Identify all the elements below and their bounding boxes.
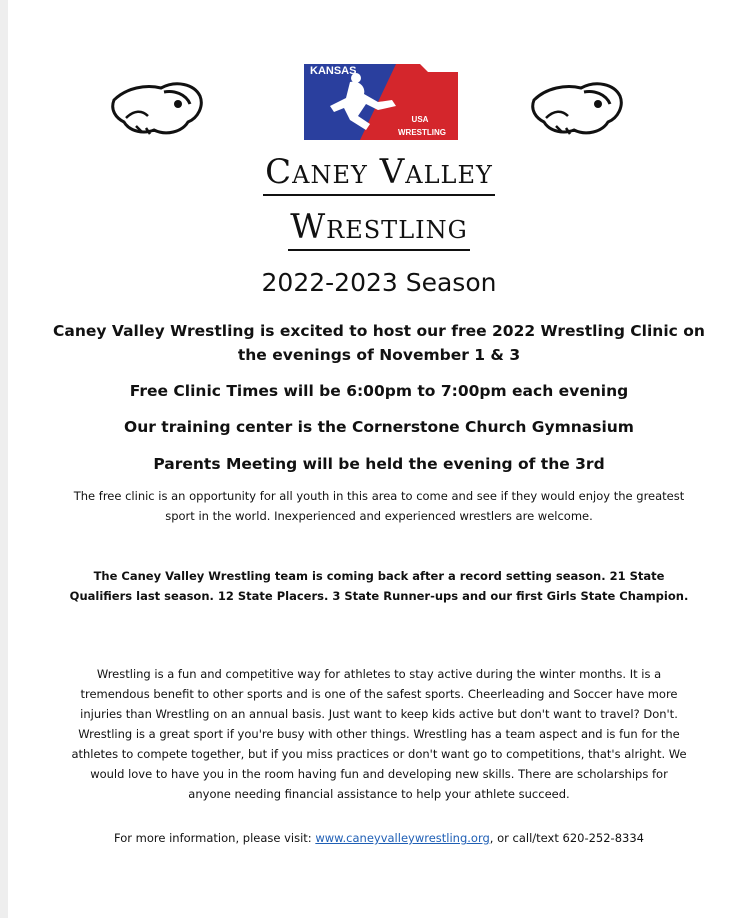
contact-info [48,831,710,845]
clinic-description: The free clinic is an opportunity for all youth in this area to come and see if they would enjoy the greatest sport in the world. Inexperienced and experienced wrestlers are welcome. [73,489,685,523]
kansas-logo-text: KANSAS [310,65,357,77]
bulldog-icon [526,70,626,140]
team-achievements: The Caney Valley Wrestling team is coming back after a record setting season. 21 State Qualifiers last season. 12 State Placers. 3 State Runner-ups and our first Girls State Champion. [69,569,689,603]
intro-text: Caney Valley Wrestling is excited to host our free 2022 Wrestling Clinic on the evenings of November 1 & 3 [53,322,705,364]
website-link[interactable]: www.caneyvalleywrestling.org [315,831,490,845]
logo-row [8,60,750,145]
flyer-page [8,0,750,918]
bulldog-icon [106,70,206,140]
season-heading: 2022-2023 Season [261,268,497,297]
clinic-times: Free Clinic Times will be 6:00pm to 7:00pm each evening [129,382,629,400]
contact-prefix: For more information, please visit: [114,831,316,845]
parents-meeting: Parents Meeting will be held the evening of the 3rd [153,455,605,473]
wrestling-logo-text: WRESTLING [398,128,446,137]
title-line-2: Wrestling [8,207,750,247]
title-line-1: Caney Valley [8,152,750,192]
usa-logo-text: USA [411,115,429,124]
training-center: Our training center is the Cornerstone Church Gymnasium [124,418,634,436]
contact-suffix: , or call/text 620-252-8334 [489,831,644,845]
kansas-usa-wrestling-logo [300,60,462,144]
wrestling-benefits: Wrestling is a fun and competitive way for athletes to stay active during the winter months. It is a tremendous benefit to other sports and is one of the safest sports. Cheerleading and Soccer have more injuries than Wrestling on an annual basis. Just want to keep kids active but don't want to travel? Don't. Wrestling is a great sport if you're busy with other things. Wrestling has a team aspect and is fun for the athletes to compete together, but if you miss practices or don't want go to competitions, that's alright. We would love to have you in the room having fun and developing new skills. There are scholarships for anyone needing financial assistance to help your athlete succeed. [71,667,687,801]
